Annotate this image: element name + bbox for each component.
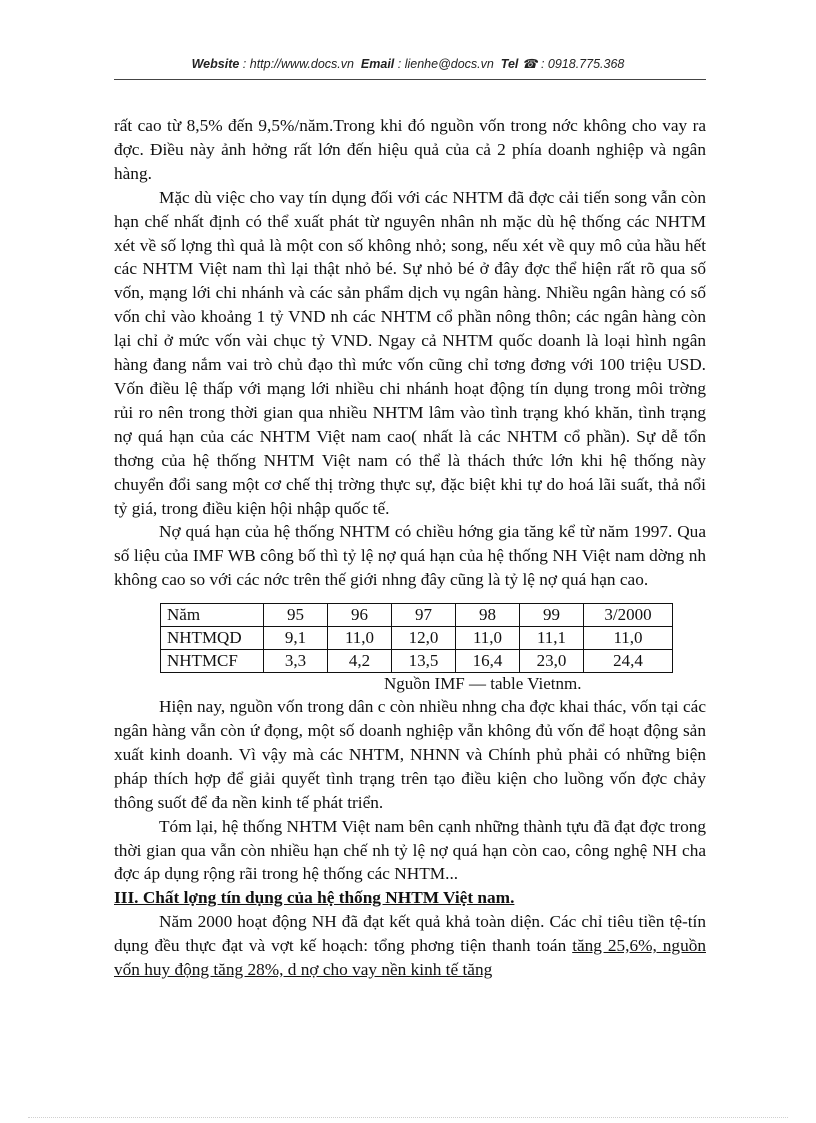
table-cell: 96 [328,604,392,627]
table-cell: 3,3 [264,650,328,673]
header-divider [114,79,706,80]
table-cell: 99 [520,604,584,627]
tel-label: Tel [500,57,519,71]
paragraph-2: Mặc dù việc cho vay tín dụng đối với các NHTM đã đợc cải tiến song vẫn còn hạn chế nhất định có thể xuất phát từ nguyên nhân nh mặc dù hệ thống các NHTM xét về số lợng thì quả là một con số không nhỏ; song, nếu xét về quy mô của hầu hết các NHTM Việt nam thì lại thật nhỏ bé. Sự nhỏ bé ở đây đợc thể hiện rất rõ qua số vốn, mạng lới chi nhánh và các sản phẩm dịch vụ ngân hàng. Nhiều ngân hàng có số vốn chỉ vào khoảng 1 tỷ VND nh các NHTM cổ phần nông thôn; các ngân hàng còn lại chỉ ở mức vốn vài chục tỷ VND. Ngay cả NHTM quốc doanh là loại hình ngân hàng đang nắm vai trò chủ đạo thì mức vốn cũng chỉ tơng đơng với 100 triệu USD. Vốn điều lệ thấp với mạng lới nhiều chi nhánh hoạt động tín dụng trong môi trờng rủi ro nên trong thời gian qua nhiều NHTM lâm vào tình trạng khó khăn, tình trạng nợ quá hạn của các NHTM Việt nam cao( nhất là các NHTM cổ phần). Sự dễ tổn thơng của hệ thống NHTM Việt nam có thể là thách thức lớn khi hệ thống này chuyển đổi sang một cơ chế thị trờng thực sự, đặc biệt khi tự do hoá lãi suất, thả nổi tỷ giá, trong điều kiện hội nhập quốc tế. [114,187,706,518]
paragraph-1: rất cao từ 8,5% đến 9,5%/năm.Trong khi đó nguồn vốn trong nớc không cho vay ra đợc. Điều này ảnh hởng rất lớn đến hiệu quả của cả 2 phía doanh nghiệp và ngân hàng. [114,116,706,183]
table-source: Nguồn IMF — table Vietnm. [384,674,582,694]
table-cell: 11,0 [456,627,520,650]
document-body [114,114,706,982]
paragraph-6-underlined: tăng 25,6%, nguồn vốn huy động tăng 28%, d nợ cho vay nền kinh tế tăng [114,936,706,980]
phone-icon: ☎ [521,57,538,71]
page-header [108,56,708,71]
table-cell: Năm [161,604,264,627]
tel-value: : 0918.775.368 [540,57,625,71]
table-cell: 98 [456,604,520,627]
table-header-row [161,604,673,627]
table-cell: 12,0 [392,627,456,650]
website-link[interactable]: : http://www.docs.vn [242,57,354,71]
email-label: Email [360,57,395,71]
page-bottom-divider [28,1117,788,1118]
table-cell: 24,4 [584,650,673,673]
paragraph-6-text: Năm 2000 hoạt động NH đã đạt kết quả khả toàn diện. Các chỉ tiêu tiền tệ-tín dụng đều thực đạt và vợt kế hoạch: tổng phơng tiện thanh toán [114,912,706,956]
table-row [161,627,673,650]
table-cell: 11,1 [520,627,584,650]
paragraph-5: Tóm lại, hệ thống NHTM Việt nam bên cạnh những thành tựu đã đạt đợc trong thời gian qua vẫn còn nhiều hạn chế nh tỷ lệ nợ quá hạn còn cao, công nghệ NH cha đợc áp dụng rộng rãi trong hệ thống các NHTM... [114,816,706,884]
table-cell: NHTMQD [161,627,264,650]
paragraph-3: Nợ quá hạn của hệ thống NHTM có chiều hớng gia tăng kể từ năm 1997. Qua số liệu của IMF WB công bố thì tỷ lệ nợ quá hạn của hệ thống NH Việt nam dờng nh không cao so với các nớc trên thế giới nhng đây cũng là tỷ lệ nợ quá hạn cao. [114,522,706,590]
paragraph-6 [114,910,706,982]
table-cell: 3/2000 [584,604,673,627]
table-cell: 23,0 [520,650,584,673]
email-link[interactable]: : lienhe@docs.vn [397,57,494,71]
table-cell: 95 [264,604,328,627]
table-cell: 4,2 [328,650,392,673]
table-cell: 13,5 [392,650,456,673]
table-cell: 16,4 [456,650,520,673]
table-row [161,650,673,673]
table-cell: 9,1 [264,627,328,650]
table-cell: 97 [392,604,456,627]
table-cell: 11,0 [328,627,392,650]
npl-table [160,603,673,673]
section-heading: III. Chất lợng tín dụng của hệ thống NHTM Việt nam. [114,888,515,908]
table-cell: 11,0 [584,627,673,650]
paragraph-4: Hiện nay, nguồn vốn trong dân c còn nhiều nhng cha đợc khai thác, vốn tại các ngân hàng vẫn còn ứ đọng, một số doanh nghiệp vẫn không đủ vốn để hoạt động sản xuất kinh doanh. Vì vậy mà các NHTM, NHNN và Chính phủ phải có những biện pháp thích hợp để giải quyết tình trạng trên tạo điều kiện cho luồng vốn đợc chảy thông suốt để đa nền kinh tế phát triển. [114,697,706,812]
table-cell: NHTMCF [161,650,264,673]
website-label: Website [191,57,240,71]
